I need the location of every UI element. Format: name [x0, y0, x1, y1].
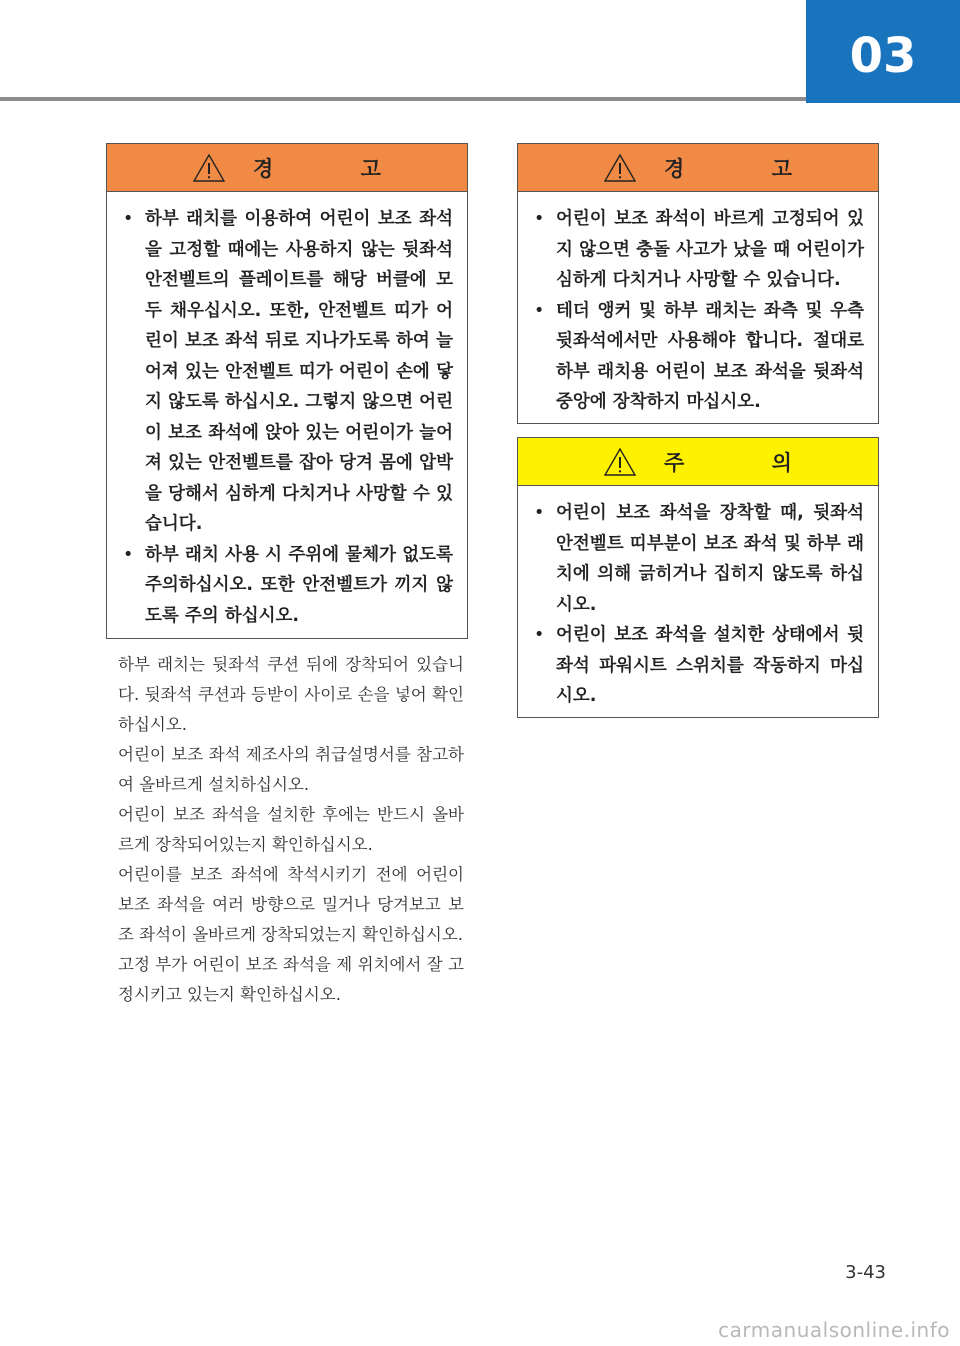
paragraph: 어린이 보조 좌석 제조사의 취급설명서를 참고하여 올바르게 설치하십시오. [118, 745, 464, 794]
warning-triangle-icon [193, 154, 225, 182]
paragraph: 하부 래치는 뒷좌석 쿠션 뒤에 장착되어 있습니다. 뒷좌석 쿠션과 등받이 사이로 손을 넣어 확인하십시오. [118, 655, 464, 734]
warning-triangle-icon [604, 448, 636, 476]
warning-header [107, 144, 467, 192]
caution-header [518, 438, 878, 486]
watermark: carmanualsonline.info [718, 1318, 950, 1342]
warning-title: 경 고 [664, 156, 832, 181]
list-item: • 어린이 보조 좌석이 바르게 고정되어 있지 않으면 충돌 사고가 났을 때 어린이가 심하게 다치거나 사망할 수 있습니다. [518, 204, 864, 296]
paragraph: 어린이 보조 좌석을 설치한 후에는 반드시 올바르게 장착되어있는지 확인하십시오. [118, 805, 464, 854]
warning-box-right [517, 143, 879, 424]
caution-title: 주 의 [664, 450, 832, 475]
paragraph: 고정 부가 어린이 보조 좌석을 제 위치에서 잘 고정시키고 있는지 확인하십시오. [118, 955, 464, 1004]
list-item: • 하부 래치를 이용하여 어린이 보조 좌석을 고정할 때에는 사용하지 않는 뒷좌석 안전벨트의 플레이트를 해당 버클에 모두 채우십시오. 또한, 안전벨트 띠가 어린이 보조 좌석 뒤로 지나가도록 하여 늘어져 있는 안전벨트 띠가 어린이 손에 닿지 않도록 하십시오. 그렇지 않으면 어린이 보조 좌석에 앉아 있는 어린이가 늘어져 있는 안전벨트를 잡아 당겨 몸에 압박을 당해서 심하게 다치거나 사망할 수 있습니다. [107, 204, 453, 540]
warning-header [518, 144, 878, 192]
list-item: • 어린이 보조 좌석을 설치한 상태에서 뒷좌석 파워시트 스위치를 작동하지 마십시오. [518, 620, 864, 712]
list-item: • 테더 앵커 및 하부 래치는 좌측 및 우측 뒷좌석에서만 사용해야 합니다. 절대로 하부 래치용 어린이 보조 좌석을 뒷좌석 중앙에 장착하지 마십시오. [518, 296, 864, 418]
list-item: • 하부 래치 사용 시 주위에 물체가 없도록 주의하십시오. 또한 안전벨트가 끼지 않도록 주의 하십시오. [107, 540, 453, 632]
chapter-tab [806, 0, 960, 103]
list-item: • 어린이 보조 좌석을 장착할 때, 뒷좌석 안전벨트 띠부분이 보조 좌석 및 하부 래치에 의해 긁히거나 집히지 않도록 하십시오. [518, 498, 864, 620]
caution-list [518, 486, 878, 724]
caution-box-right [517, 437, 879, 718]
warning-triangle-icon [604, 154, 636, 182]
chapter-number: 03 [849, 27, 917, 84]
paragraph: 어린이를 보조 좌석에 착석시키기 전에 어린이 보조 좌석을 여러 방향으로 밀거나 당겨보고 보조 좌석이 올바르게 장착되었는지 확인하십시오. [118, 865, 464, 944]
warning-title: 경 고 [253, 156, 421, 181]
warning-box-left [106, 143, 468, 639]
page-number: 3-43 [845, 1262, 886, 1283]
header-rule [0, 97, 806, 101]
body-text [118, 650, 464, 1010]
warning-list [518, 192, 878, 430]
warning-list [107, 192, 467, 643]
